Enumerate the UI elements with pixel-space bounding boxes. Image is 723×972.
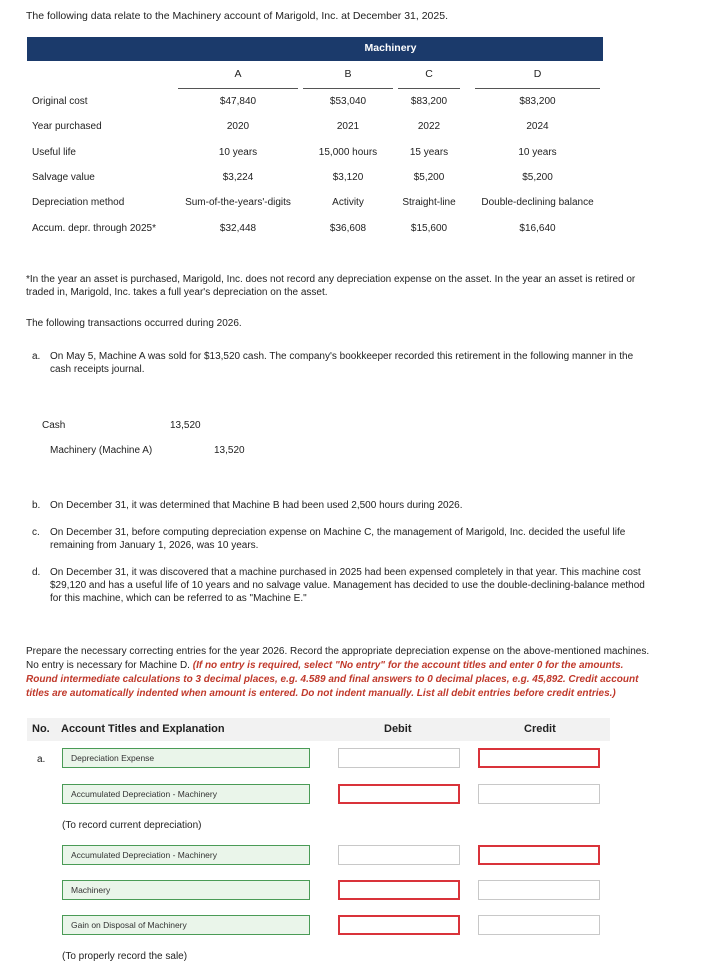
cell: $53,040: [329, 96, 367, 107]
cell: $3,224: [222, 172, 254, 183]
credit-input[interactable]: [478, 748, 600, 768]
cell: $32,448: [219, 223, 257, 234]
credit-input[interactable]: [478, 784, 600, 804]
bookkeeper-debit-account: Cash: [42, 420, 66, 431]
column-underline-a: [178, 88, 298, 89]
cell: 2020: [226, 121, 250, 132]
debit-input[interactable]: [338, 915, 460, 935]
cell: $15,600: [410, 223, 448, 234]
header-no: No.: [32, 723, 50, 735]
account-select[interactable]: Accumulated Depreciation - Machinery: [62, 784, 310, 804]
cell: 2024: [526, 121, 549, 132]
cell: $36,608: [329, 223, 367, 234]
row-label-original-cost: Original cost: [32, 96, 88, 107]
bookkeeper-debit-amount: 13,520: [170, 420, 201, 431]
memo-record-sale: (To properly record the sale): [62, 951, 188, 962]
credit-input[interactable]: [478, 915, 600, 935]
item-a-text: On May 5, Machine A was sold for $13,520 cash. The company's bookkeeper recorded this retirement in the following manner in the cash receipts journal.: [50, 351, 634, 375]
cell: Sum-of-the-years'-digits: [185, 197, 291, 208]
account-select[interactable]: Accumulated Depreciation - Machinery: [62, 845, 310, 865]
row-label-useful-life: Useful life: [32, 147, 76, 158]
item-d-letter: d.: [32, 567, 41, 578]
cell: Activity: [332, 197, 364, 208]
cell: $47,840: [219, 96, 257, 107]
instructions-red: (If no entry is required, select "No entry" for the account titles and enter 0 for the amounts. Round intermediate calculations to 3 decimal places, e.g. 4.589 and final answers to 0 decimal places, e.g. 45,892. Credit account titles are automatically indented when amount is entered. Do not indent manually. List all debit entries before credit entries.): [26, 660, 639, 699]
table-header-left: [27, 37, 178, 61]
item-c-text: On December 31, before computing depreciation expense on Machine C, the management of Marigold, Inc. decided the useful life remaining from January 1, 2026, was 10 years.: [50, 527, 626, 551]
debit-input[interactable]: [338, 784, 460, 804]
cell: 2021: [336, 121, 360, 132]
column-header-d: D: [533, 68, 542, 80]
column-header-c: C: [425, 68, 433, 80]
header-account: Account Titles and Explanation: [61, 723, 225, 735]
credit-input[interactable]: [478, 845, 600, 865]
intro-text: The following data relate to the Machinery account of Marigold, Inc. at December 31, 2025.: [26, 10, 448, 22]
column-underline-d: [475, 88, 600, 89]
account-select[interactable]: Gain on Disposal of Machinery: [62, 915, 310, 935]
item-a-letter: a.: [32, 351, 41, 362]
debit-input[interactable]: [338, 880, 460, 900]
instructions: [26, 645, 656, 701]
table-title: Machinery: [364, 42, 417, 54]
item-b-letter: b.: [32, 500, 41, 511]
row-label-year-purchased: Year purchased: [32, 121, 102, 132]
cell: $83,200: [410, 96, 448, 107]
account-select[interactable]: Machinery: [62, 880, 310, 900]
row-label-accum-depr: Accum. depr. through 2025*: [32, 223, 156, 234]
memo-current-depreciation: (To record current depreciation): [62, 820, 202, 831]
header-debit: Debit: [384, 723, 412, 735]
instructions-normal: Prepare the necessary correcting entries for the year 2026. Record the appropriate depreciation expense on the above-mentioned machines. No entry is necessary for Machine D.: [26, 646, 650, 671]
cell: Double-declining balance: [481, 197, 594, 208]
cell: 15,000 hours: [318, 147, 378, 158]
cell: 2022: [417, 121, 441, 132]
row-label-depreciation-method: Depreciation method: [32, 197, 125, 208]
header-credit: Credit: [524, 723, 556, 735]
cell: $3,120: [332, 172, 364, 183]
debit-input[interactable]: [338, 748, 460, 768]
bookkeeper-credit-amount: 13,520: [214, 445, 245, 456]
debit-input[interactable]: [338, 845, 460, 865]
credit-input[interactable]: [478, 880, 600, 900]
account-select[interactable]: Depreciation Expense: [62, 748, 310, 768]
cell: 10 years: [218, 147, 258, 158]
bookkeeper-credit-account: Machinery (Machine A): [50, 445, 153, 456]
cell: $83,200: [519, 96, 556, 107]
column-underline-c: [398, 88, 460, 89]
cell: 10 years: [518, 147, 557, 158]
column-header-a: A: [234, 68, 242, 80]
row-label-salvage-value: Salvage value: [32, 172, 95, 183]
item-b-text: On December 31, it was determined that Machine B had been used 2,500 hours during 2026.: [50, 500, 463, 511]
cell: $5,200: [522, 172, 553, 183]
entry-letter: a.: [37, 754, 46, 765]
column-underline-b: [303, 88, 393, 89]
column-header-b: B: [344, 68, 352, 80]
item-c-letter: c.: [32, 527, 40, 538]
item-d-text: On December 31, it was discovered that a machine purchased in 2025 had been expensed completely in that year. This machine cost $29,120 and has a useful life of 10 years and no salvage value. Management has decided to use the double-declining-balance method for this machine, which can be referred to as "Machine E.": [50, 567, 645, 604]
footnote: *In the year an asset is purchased, Marigold, Inc. does not record any depreciation expense on the asset. In the year an asset is retired or traded in, Marigold, Inc. takes a full year's depreciation on the asset.: [26, 274, 636, 298]
cell: 15 years: [409, 147, 449, 158]
cell: $5,200: [413, 172, 445, 183]
transactions-intro: The following transactions occurred during 2026.: [26, 318, 242, 329]
cell: Straight-line: [402, 197, 456, 208]
cell: $16,640: [519, 223, 556, 234]
